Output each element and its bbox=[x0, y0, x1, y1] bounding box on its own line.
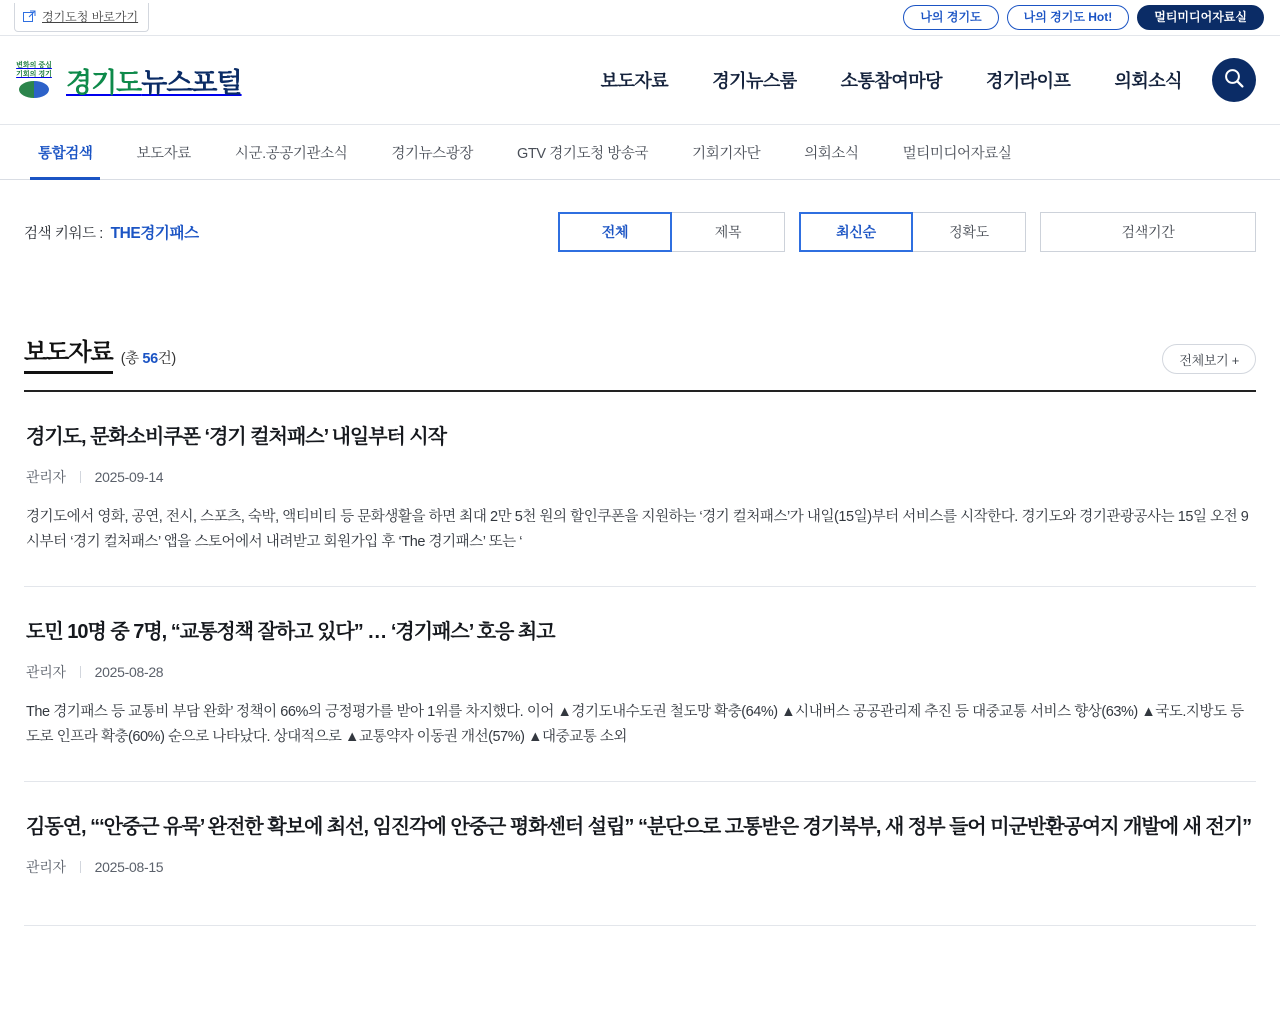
external-link-icon bbox=[23, 10, 36, 23]
scope-toggle-group bbox=[558, 212, 785, 252]
article-date: 2025-08-28 bbox=[94, 663, 164, 680]
search-period-selector[interactable]: 검색기간 bbox=[1040, 212, 1256, 252]
view-all-button[interactable]: 전체보기 + bbox=[1162, 344, 1256, 374]
nav-item-newsroom[interactable]: 경기뉴스룸 bbox=[712, 71, 797, 91]
subnav-item-council-news[interactable]: 의회소식 bbox=[804, 145, 859, 162]
sort-option-accuracy[interactable]: 정확도 bbox=[912, 212, 1026, 252]
meta-divider bbox=[80, 861, 81, 873]
article-author: 관리자 bbox=[26, 858, 66, 875]
scope-option-all[interactable]: 전체 bbox=[558, 212, 672, 252]
article-author: 관리자 bbox=[26, 663, 66, 680]
sort-option-latest[interactable]: 최신순 bbox=[799, 212, 913, 252]
subnav-item-integrated-search[interactable]: 통합검색 bbox=[16, 125, 114, 179]
press-release-results-section bbox=[0, 284, 1280, 926]
article-list-item[interactable] bbox=[24, 587, 1256, 782]
search-keyword-label: 검색 키워드 : bbox=[24, 226, 103, 242]
subnav-item-reporter-group[interactable]: 기회기자단 bbox=[692, 145, 761, 162]
count-value: 56 bbox=[142, 351, 158, 367]
article-title[interactable]: 경기도, 문화소비쿠폰 ‘경기 컬처패스’ 내일부터 시작 bbox=[26, 426, 447, 448]
article-date: 2025-09-14 bbox=[94, 469, 164, 485]
logo-text-second: 뉴스포털 bbox=[141, 67, 242, 98]
search-icon bbox=[1223, 67, 1245, 94]
article-author: 관리자 bbox=[26, 469, 66, 485]
subnav-item-multimedia-archive[interactable]: 멀티미디어자료실 bbox=[902, 145, 1012, 162]
search-keyword-display bbox=[24, 221, 199, 243]
logo-text-first: 경기도 bbox=[66, 67, 142, 98]
site-header bbox=[0, 36, 1280, 124]
article-title[interactable]: 김동연, “‘안중근 유묵’ 완전한 확보에 최선, 임진각에 안중근 평화센터 설립” “분단으로 고통받은 경기북부, 새 정부 들어 미군반환공여지 개발에 새 전기” bbox=[26, 815, 1252, 838]
article-list-item[interactable] bbox=[24, 392, 1256, 587]
pill-multimedia-archive[interactable]: 멀티미디어자료실 bbox=[1137, 5, 1264, 30]
subnav-item-news-plaza[interactable]: 경기뉴스광장 bbox=[391, 145, 474, 162]
article-summary: 경기도에서 영화, 공연, 전시, 스포츠, 숙박, 액티비티 등 문화생활을 하면 최대 2만 5천 원의 할인쿠폰을 지원하는 ‘경기 컬처패스’가 내일(15일)부터 서비스를 시작한다. 경기도와 경기관광공사는 15일 오전 9시부터 ‘경기 컬처패스’ 앱을 스토어에서 내려받고 회원가입 후 ‘The 경기패스’ 또는 ‘ bbox=[26, 509, 1249, 551]
search-keyword-value: THE경기패스 bbox=[110, 225, 199, 242]
nav-item-participation[interactable]: 소통참여마당 bbox=[840, 71, 942, 91]
gyeonggi-emblem-icon: 변화의 중심 기회의 경기 bbox=[12, 60, 56, 100]
sort-toggle-group bbox=[799, 212, 1026, 252]
article-meta bbox=[26, 467, 1254, 487]
subnav-item-gtv-broadcast[interactable]: GTV 경기도청 방송국 bbox=[517, 145, 649, 162]
meta-divider bbox=[80, 471, 81, 483]
section-header bbox=[24, 332, 1256, 390]
article-title[interactable]: 도민 10명 중 7명, “교통정책 잘하고 있다” … ‘경기패스’ 호응 최고 bbox=[26, 620, 555, 643]
primary-nav bbox=[242, 67, 1212, 93]
secondary-nav bbox=[0, 124, 1280, 180]
gov-site-link[interactable] bbox=[14, 3, 149, 32]
scope-option-title[interactable]: 제목 bbox=[671, 212, 785, 252]
count-prefix: (총 bbox=[120, 351, 143, 367]
top-pill-group bbox=[903, 5, 1264, 30]
search-button[interactable] bbox=[1212, 58, 1256, 102]
count-suffix: 건) bbox=[157, 351, 176, 367]
subnav-item-press-release[interactable]: 보도자료 bbox=[136, 145, 191, 162]
section-result-count bbox=[121, 347, 176, 374]
site-logo-text bbox=[66, 61, 242, 100]
meta-divider bbox=[80, 666, 81, 678]
filter-controls bbox=[558, 212, 1256, 252]
nav-item-press-release[interactable]: 보도자료 bbox=[600, 71, 669, 91]
top-utility-bar bbox=[0, 0, 1280, 36]
pill-my-gyeonggi-hot[interactable]: 나의 경기도 Hot! bbox=[1007, 5, 1130, 30]
site-logo[interactable] bbox=[12, 60, 242, 100]
pill-my-gyeonggi[interactable]: 나의 경기도 bbox=[903, 5, 998, 30]
nav-item-council-news[interactable]: 의회소식 bbox=[1114, 71, 1182, 91]
nav-item-gyeonggi-life[interactable]: 경기라이프 bbox=[985, 71, 1071, 91]
article-list-item[interactable] bbox=[24, 782, 1256, 926]
article-meta bbox=[26, 662, 1254, 682]
search-filter-bar bbox=[0, 180, 1280, 284]
gov-site-link-label: 경기도청 바로가기 bbox=[42, 9, 139, 24]
article-summary: The 경기패스 등 교통비 부담 완화’ 정책이 66%의 긍정평가를 받아 1위를 차지했다. 이어 ▲경기도내수도권 철도망 확충(64%) ▲시내버스 공공관리제 추진 등 대중교통 서비스 향상(63%) ▲국도.지방도 등 도로 인프라 확충(60%) 순으로 나타났다. 상대적으로 ▲교통약자 이동권 개선(57%) ▲대중교통 소외 bbox=[26, 703, 1244, 746]
article-date: 2025-08-15 bbox=[94, 858, 164, 875]
subnav-item-city-county-news[interactable]: 시군.공공기관소식 bbox=[234, 145, 348, 162]
section-title: 보도자료 bbox=[24, 332, 113, 374]
article-meta bbox=[26, 857, 1254, 877]
